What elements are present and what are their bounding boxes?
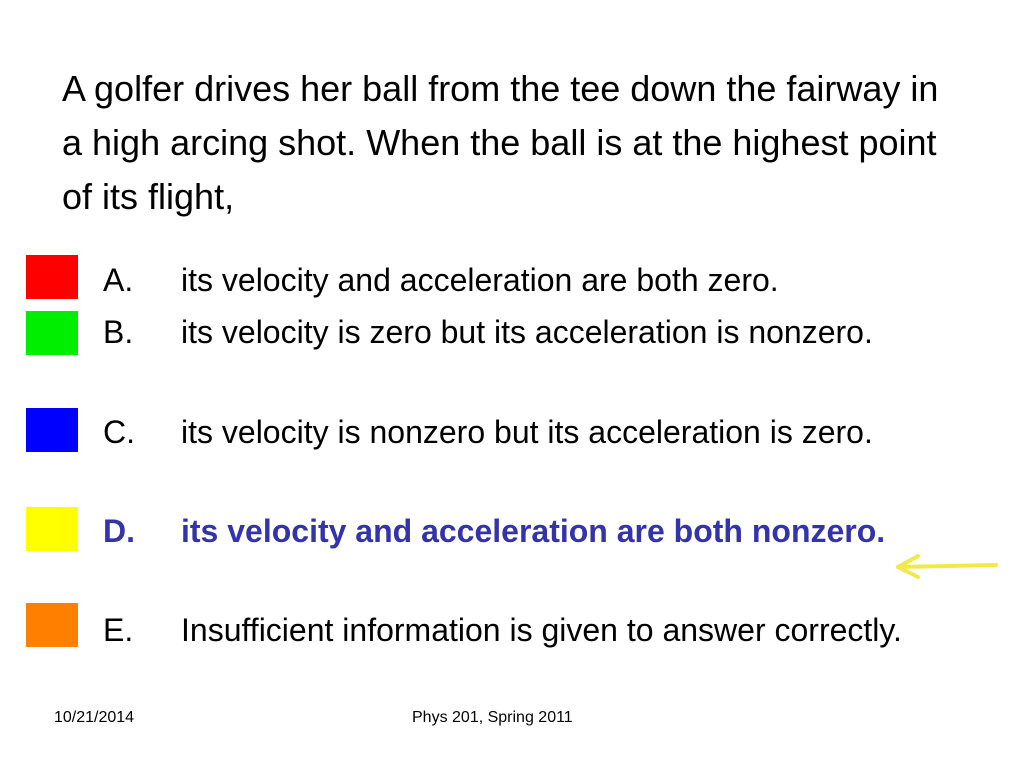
choice-d-color-swatch [26,507,78,551]
choice-a-letter: A. [103,262,134,298]
footer-date: 10/21/2014 [54,709,135,726]
choice-c-color-swatch [26,408,78,452]
choice-b-letter: B. [103,314,134,350]
choice-c-letter: C. [103,414,135,450]
choice-c-text: its velocity is nonzero but its acceleration is zero. [181,414,873,450]
choice-b-color-swatch [26,311,78,355]
choice-d-letter: D. [103,513,135,549]
choice-e-text: Insufficient information is given to answer correctly. [181,612,902,648]
choice-e-color-swatch [26,603,78,647]
footer-course-label: Phys 201, Spring 2011 [412,709,573,726]
choice-e-letter: E. [103,612,134,648]
choice-b-text: its velocity is zero but its acceleration is nonzero. [181,314,873,350]
choice-d-text: its velocity and acceleration are both nonzero. [181,513,886,549]
question-text: A golfer drives her ball from the tee down the fairway in a high arcing shot. When the ball is at the highest point of its flight, [62,68,939,217]
arrow-left-icon [892,552,1004,582]
choice-a-text: its velocity and acceleration are both zero. [181,262,779,298]
choice-a-color-swatch [26,255,78,299]
